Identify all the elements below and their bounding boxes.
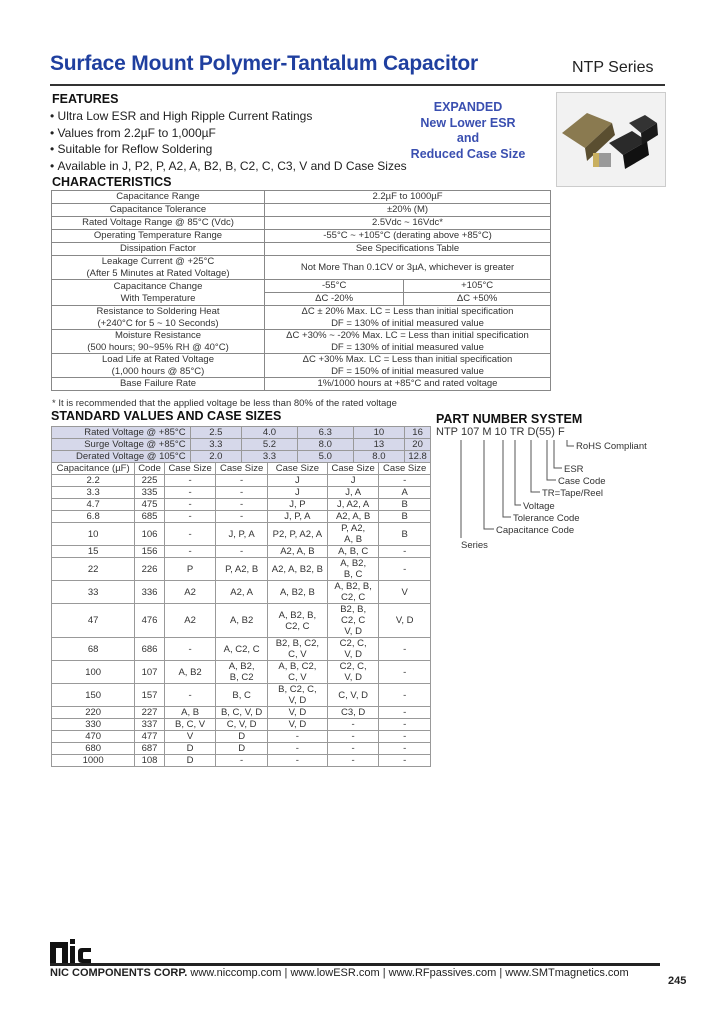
pn-packaging: TR bbox=[509, 426, 525, 438]
case-size-cell: A bbox=[379, 487, 431, 499]
promo-line: Reduced Case Size bbox=[410, 146, 526, 161]
pn-label-rohs: RoHS Compliant bbox=[576, 441, 647, 452]
code-cell: 476 bbox=[135, 604, 165, 638]
table-row bbox=[52, 354, 551, 378]
case-size-cell: - bbox=[164, 638, 216, 661]
promo-line: EXPANDED bbox=[433, 100, 503, 114]
case-size-cell: - bbox=[164, 523, 216, 546]
leader-case bbox=[547, 440, 556, 480]
case-size-cell: A, B2 bbox=[216, 604, 268, 638]
case-size-cell: J bbox=[267, 475, 327, 487]
voltage-value: 6.3 bbox=[297, 427, 353, 439]
footer-link[interactable]: www.SMTmagnetics.com bbox=[505, 967, 629, 979]
pn-label-case: Case Code bbox=[558, 476, 606, 487]
pn-label-tr: TR=Tape/Reel bbox=[542, 488, 603, 499]
table-row bbox=[52, 204, 551, 217]
case-size-cell: A, B2 bbox=[164, 661, 216, 684]
case-size-cell: A2, A bbox=[216, 581, 268, 604]
case-size-cell: C, V, D bbox=[216, 719, 268, 731]
table-row bbox=[52, 256, 551, 280]
voltage-value: 3.3 bbox=[190, 439, 242, 451]
table-row bbox=[52, 638, 431, 661]
voltage-row bbox=[52, 427, 431, 439]
promo-callout bbox=[408, 100, 528, 162]
case-size-cell: A, C2, C bbox=[216, 638, 268, 661]
footer-separator: | bbox=[284, 967, 288, 979]
case-size-cell: A2, A, B bbox=[267, 546, 327, 558]
promo-line: New Lower ESR and bbox=[420, 115, 516, 145]
voltage-value: 4.0 bbox=[242, 427, 298, 439]
row-label-line: Capacitance Change bbox=[113, 281, 203, 292]
table-row bbox=[52, 581, 431, 604]
pn-voltage: 10 bbox=[494, 426, 507, 438]
case-size-cell: - bbox=[267, 731, 327, 743]
delta-high: ΔC +50% bbox=[404, 293, 551, 306]
capacitance-cell: 470 bbox=[52, 731, 135, 743]
row-value: ±20% (M) bbox=[265, 204, 551, 217]
characteristics-heading: CHARACTERISTICS bbox=[52, 175, 172, 189]
row-value: 2.2µF to 1000µF bbox=[265, 191, 551, 204]
column-header: Case Size bbox=[164, 463, 216, 475]
row-value-line: ΔC ± 20% Max. LC = Less than initial specification bbox=[301, 306, 514, 317]
company-name: NIC COMPONENTS CORP. bbox=[50, 967, 188, 979]
voltage-row bbox=[52, 439, 431, 451]
case-size-cell: J, A2, A bbox=[327, 499, 379, 511]
row-label: Rated Voltage Range @ 85°C (Vdc) bbox=[52, 217, 265, 230]
case-size-cell: B bbox=[379, 523, 431, 546]
case-size-cell: B, C, V bbox=[164, 719, 216, 731]
case-size-cell: - bbox=[164, 511, 216, 523]
case-size-cell: J, P, A bbox=[216, 523, 268, 546]
capacitance-cell: 680 bbox=[52, 743, 135, 755]
case-size-cell: A, B2, B, C bbox=[327, 558, 379, 581]
code-cell: 686 bbox=[135, 638, 165, 661]
standard-values-table bbox=[51, 426, 431, 767]
capacitance-cell: 15 bbox=[52, 546, 135, 558]
leader-voltage bbox=[515, 440, 521, 505]
row-value-line: ΔC +30% Max. LC = Less than initial specification bbox=[302, 354, 513, 365]
row-label: Dissipation Factor bbox=[52, 243, 265, 256]
case-size-cell: - bbox=[216, 487, 268, 499]
case-size-cell: - bbox=[327, 719, 379, 731]
column-header-row bbox=[52, 463, 431, 475]
case-size-cell: - bbox=[379, 731, 431, 743]
case-size-cell: - bbox=[216, 475, 268, 487]
column-header: Case Size bbox=[216, 463, 268, 475]
table-row bbox=[52, 604, 431, 638]
capacitance-cell: 3.3 bbox=[52, 487, 135, 499]
capacitor-photo bbox=[556, 92, 666, 187]
code-cell: 477 bbox=[135, 731, 165, 743]
code-cell: 687 bbox=[135, 743, 165, 755]
voltage-value: 5.2 bbox=[242, 439, 298, 451]
leader-capacitance bbox=[484, 440, 494, 529]
case-size-cell: P2, P, A2, A bbox=[267, 523, 327, 546]
header-rule bbox=[50, 84, 665, 86]
standard-values-body bbox=[52, 427, 431, 767]
voltage-value: 2.5 bbox=[190, 427, 242, 439]
column-header: Case Size bbox=[267, 463, 327, 475]
table-row bbox=[52, 523, 431, 546]
case-size-cell: A, B, C bbox=[327, 546, 379, 558]
row-value: See Specifications Table bbox=[265, 243, 551, 256]
table-row bbox=[52, 511, 431, 523]
row-label-line: (+240°C for 5 ~ 10 Seconds) bbox=[97, 317, 219, 329]
case-size-cell: C2, C, V, D bbox=[327, 661, 379, 684]
pn-series: NTP bbox=[436, 426, 458, 438]
capacitance-cell: 33 bbox=[52, 581, 135, 604]
table-row bbox=[52, 487, 431, 499]
row-label bbox=[52, 354, 265, 378]
voltage-value: 5.0 bbox=[297, 451, 353, 463]
row-label-line: (1,000 hours @ 85°C) bbox=[111, 365, 205, 377]
code-cell: 475 bbox=[135, 499, 165, 511]
case-size-cell: A2, A, B bbox=[327, 511, 379, 523]
part-number-diagram bbox=[436, 438, 660, 553]
row-label bbox=[52, 280, 265, 306]
voltage-value: 3.3 bbox=[242, 451, 298, 463]
features-heading: FEATURES bbox=[52, 92, 119, 106]
row-label-line: (After 5 Minutes at Rated Voltage) bbox=[86, 267, 230, 279]
case-size-cell: - bbox=[216, 511, 268, 523]
case-size-cell: A2, A, B2, B bbox=[267, 558, 327, 581]
column-header: Case Size bbox=[327, 463, 379, 475]
page-number: 245 bbox=[668, 975, 687, 987]
case-size-cell: P bbox=[164, 558, 216, 581]
table-row bbox=[52, 743, 431, 755]
table-row bbox=[52, 280, 551, 293]
row-label-line: Load Life at Rated Voltage bbox=[102, 354, 214, 365]
table-row bbox=[52, 755, 431, 767]
voltage-value: 20 bbox=[405, 439, 431, 451]
case-size-cell: J bbox=[327, 475, 379, 487]
case-size-cell: D bbox=[216, 731, 268, 743]
case-size-cell: A, B2, B bbox=[267, 581, 327, 604]
capacitance-cell: 4.7 bbox=[52, 499, 135, 511]
pn-tolerance: M bbox=[482, 426, 492, 438]
case-size-cell: - bbox=[379, 755, 431, 767]
case-size-cell: V bbox=[164, 731, 216, 743]
table-row bbox=[52, 230, 551, 243]
voltage-value: 2.0 bbox=[190, 451, 242, 463]
row-value: 2.5Vdc ~ 16Vdc* bbox=[265, 217, 551, 230]
case-size-cell: - bbox=[327, 743, 379, 755]
case-size-cell: D bbox=[164, 755, 216, 767]
row-label: Capacitance Tolerance bbox=[52, 204, 265, 217]
case-size-cell: B bbox=[379, 499, 431, 511]
feature-item: • Ultra Low ESR and High Ripple Current Ratings bbox=[50, 108, 407, 125]
table-row bbox=[52, 330, 551, 354]
row-label: Base Failure Rate bbox=[52, 378, 265, 391]
part-number-code bbox=[436, 426, 568, 438]
table-row bbox=[52, 558, 431, 581]
voltage-row-label: Rated Voltage @ +85°C bbox=[52, 427, 191, 439]
pn-label-voltage: Voltage bbox=[523, 501, 555, 512]
case-size-cell: - bbox=[267, 743, 327, 755]
case-size-cell: - bbox=[379, 546, 431, 558]
pn-capacitance: 107 bbox=[461, 426, 480, 438]
case-size-cell: - bbox=[379, 661, 431, 684]
table-row bbox=[52, 306, 551, 330]
case-size-cell: P, A2, B bbox=[216, 558, 268, 581]
code-cell: 107 bbox=[135, 661, 165, 684]
capacitor-image bbox=[557, 93, 665, 186]
case-size-cell: A, B2, B, C2, C bbox=[327, 581, 379, 604]
table-row bbox=[52, 378, 551, 391]
capacitance-cell: 100 bbox=[52, 661, 135, 684]
footer-link[interactable]: www.RFpassives.com bbox=[388, 967, 497, 979]
voltage-value: 12.8 bbox=[405, 451, 431, 463]
leader-esr bbox=[554, 440, 562, 468]
capacitance-cell: 1000 bbox=[52, 755, 135, 767]
case-size-cell: B, C, V, D bbox=[216, 707, 268, 719]
row-value-line: DF = 130% of initial measured value bbox=[331, 317, 484, 329]
row-value bbox=[265, 306, 551, 330]
case-size-cell: B, C bbox=[216, 684, 268, 707]
characteristics-table bbox=[51, 190, 551, 391]
case-size-cell: - bbox=[379, 719, 431, 731]
case-size-cell: - bbox=[216, 755, 268, 767]
pn-label-esr: ESR bbox=[564, 464, 584, 475]
case-size-cell: D bbox=[216, 743, 268, 755]
case-size-cell: D bbox=[164, 743, 216, 755]
case-size-cell: V, D bbox=[267, 707, 327, 719]
column-header: Case Size bbox=[379, 463, 431, 475]
row-value bbox=[265, 330, 551, 354]
row-value: 1%/1000 hours at +85°C and rated voltage bbox=[265, 378, 551, 391]
capacitance-cell: 68 bbox=[52, 638, 135, 661]
code-cell: 225 bbox=[135, 475, 165, 487]
case-size-cell: - bbox=[216, 499, 268, 511]
code-cell: 106 bbox=[135, 523, 165, 546]
case-size-cell: - bbox=[379, 684, 431, 707]
row-label bbox=[52, 256, 265, 280]
row-value: -55°C ~ +105°C (derating above +85°C) bbox=[265, 230, 551, 243]
pn-label-capacitance: Capacitance Code bbox=[496, 525, 575, 536]
code-cell: 226 bbox=[135, 558, 165, 581]
column-header: Capacitance (µF) bbox=[52, 463, 135, 475]
case-size-cell: P, A2, A, B bbox=[327, 523, 379, 546]
case-size-cell: A, B, C2, C, V bbox=[267, 661, 327, 684]
case-size-cell: - bbox=[379, 707, 431, 719]
case-size-cell: - bbox=[164, 684, 216, 707]
row-label bbox=[52, 330, 265, 354]
voltage-value: 13 bbox=[353, 439, 405, 451]
row-label bbox=[52, 306, 265, 330]
table-row bbox=[52, 475, 431, 487]
case-size-cell: - bbox=[267, 755, 327, 767]
table-row bbox=[52, 217, 551, 230]
case-size-cell: J, P, A bbox=[267, 511, 327, 523]
case-size-cell: - bbox=[379, 475, 431, 487]
row-value-line: DF = 150% of initial measured value bbox=[331, 365, 484, 377]
row-value bbox=[265, 354, 551, 378]
leader-tr bbox=[531, 440, 540, 492]
voltage-row-label: Derated Voltage @ 105°C bbox=[52, 451, 191, 463]
pn-case-esr: D(55) bbox=[527, 426, 555, 438]
case-size-cell: - bbox=[379, 638, 431, 661]
feature-item: • Available in J, P2, P, A2, A, B2, B, C2, C, C3, V and D Case Sizes bbox=[50, 158, 407, 175]
case-size-cell: C2, C, V, D bbox=[327, 638, 379, 661]
table-row bbox=[52, 191, 551, 204]
case-size-cell: J, A bbox=[327, 487, 379, 499]
table-row bbox=[52, 731, 431, 743]
case-size-cell: A, B bbox=[164, 707, 216, 719]
table-row bbox=[52, 546, 431, 558]
case-size-cell: B, C2, C, V, D bbox=[267, 684, 327, 707]
nic-logo bbox=[50, 938, 92, 966]
voltage-value: 8.0 bbox=[297, 439, 353, 451]
case-size-cell: - bbox=[164, 499, 216, 511]
row-value: Not More Than 0.1CV or 3µA, whichever is greater bbox=[265, 256, 551, 280]
voltage-row bbox=[52, 451, 431, 463]
voltage-value: 8.0 bbox=[353, 451, 405, 463]
case-size-cell: - bbox=[327, 731, 379, 743]
case-size-cell: - bbox=[327, 755, 379, 767]
code-cell: 157 bbox=[135, 684, 165, 707]
code-cell: 685 bbox=[135, 511, 165, 523]
pn-rohs: F bbox=[557, 426, 565, 438]
standard-values-heading: STANDARD VALUES AND CASE SIZES bbox=[51, 409, 282, 423]
code-cell: 336 bbox=[135, 581, 165, 604]
features-list bbox=[50, 108, 407, 174]
feature-item: • Suitable for Reflow Soldering bbox=[50, 141, 407, 158]
case-size-cell: V, D bbox=[267, 719, 327, 731]
row-value-line: ΔC +30% ~ -20% Max. LC = Less than initial specification bbox=[286, 330, 529, 341]
table-row bbox=[52, 499, 431, 511]
series-name: NTP Series bbox=[572, 59, 654, 76]
capacitance-cell: 2.2 bbox=[52, 475, 135, 487]
code-cell: 337 bbox=[135, 719, 165, 731]
row-value-line: DF = 130% of initial measured value bbox=[331, 341, 484, 353]
feature-item: • Values from 2.2µF to 1,000µF bbox=[50, 125, 407, 142]
footer-link[interactable]: www.niccomp.com bbox=[190, 967, 282, 979]
leader-rohs bbox=[567, 440, 574, 446]
row-label: Operating Temperature Range bbox=[52, 230, 265, 243]
case-size-cell: - bbox=[164, 475, 216, 487]
row-label-line: Moisture Resistance bbox=[114, 330, 202, 341]
case-size-cell: B2, B, C2, C V, D bbox=[327, 604, 379, 638]
footer-separator: | bbox=[499, 967, 503, 979]
capacitance-cell: 330 bbox=[52, 719, 135, 731]
case-size-cell: B2, B, C2, C, V bbox=[267, 638, 327, 661]
capacitance-cell: 6.8 bbox=[52, 511, 135, 523]
capacitance-cell: 10 bbox=[52, 523, 135, 546]
capacitance-cell: 22 bbox=[52, 558, 135, 581]
case-size-cell: B bbox=[379, 511, 431, 523]
footer-rule bbox=[50, 963, 660, 966]
column-header: Code bbox=[135, 463, 165, 475]
case-size-cell: V bbox=[379, 581, 431, 604]
case-size-cell: - bbox=[164, 487, 216, 499]
leader-tolerance bbox=[503, 440, 511, 517]
capacitance-cell: 47 bbox=[52, 604, 135, 638]
table-row bbox=[52, 661, 431, 684]
page-title: Surface Mount Polymer-Tantalum Capacitor bbox=[50, 52, 479, 75]
footer-separator: | bbox=[382, 967, 386, 979]
delta-low: ΔC -20% bbox=[265, 293, 404, 306]
row-label: Capacitance Range bbox=[52, 191, 265, 204]
case-size-cell: C3, D bbox=[327, 707, 379, 719]
capacitance-cell: 150 bbox=[52, 684, 135, 707]
voltage-footnote: * It is recommended that the applied voltage be less than 80% of the rated voltage bbox=[52, 398, 397, 409]
voltage-row-label: Surge Voltage @ +85°C bbox=[52, 439, 191, 451]
voltage-value: 10 bbox=[353, 427, 405, 439]
table-row bbox=[52, 719, 431, 731]
table-row bbox=[52, 243, 551, 256]
table-row bbox=[52, 707, 431, 719]
voltage-value: 16 bbox=[405, 427, 431, 439]
case-size-cell: V, D bbox=[379, 604, 431, 638]
case-size-cell: - bbox=[379, 558, 431, 581]
case-size-cell: C, V, D bbox=[327, 684, 379, 707]
footer-bar bbox=[50, 967, 629, 979]
temp-high: +105°C bbox=[404, 280, 551, 293]
row-label-line: Leakage Current @ +25°C bbox=[101, 256, 215, 267]
case-size-cell: J bbox=[267, 487, 327, 499]
pn-label-series: Series bbox=[461, 540, 488, 551]
code-cell: 156 bbox=[135, 546, 165, 558]
case-size-cell: A, B2, B, C2, C bbox=[267, 604, 327, 638]
case-size-cell: - bbox=[164, 546, 216, 558]
row-label-line: Resistance to Soldering Heat bbox=[96, 306, 220, 317]
temp-low: -55°C bbox=[265, 280, 404, 293]
row-label-line: With Temperature bbox=[120, 292, 196, 304]
part-number-heading: PART NUMBER SYSTEM bbox=[436, 412, 583, 426]
case-size-cell: - bbox=[379, 743, 431, 755]
code-cell: 227 bbox=[135, 707, 165, 719]
footer-link[interactable]: www.lowESR.com bbox=[290, 967, 380, 979]
case-size-cell: A, B2, B, C2 bbox=[216, 661, 268, 684]
case-size-cell: J, P bbox=[267, 499, 327, 511]
capacitance-cell: 220 bbox=[52, 707, 135, 719]
case-size-cell: - bbox=[216, 546, 268, 558]
case-size-cell: A2 bbox=[164, 604, 216, 638]
table-row bbox=[52, 684, 431, 707]
code-cell: 335 bbox=[135, 487, 165, 499]
case-size-cell: A2 bbox=[164, 581, 216, 604]
code-cell: 108 bbox=[135, 755, 165, 767]
pn-label-tolerance: Tolerance Code bbox=[513, 513, 580, 524]
row-label-line: (500 hours; 90~95% RH @ 40°C) bbox=[87, 341, 229, 353]
